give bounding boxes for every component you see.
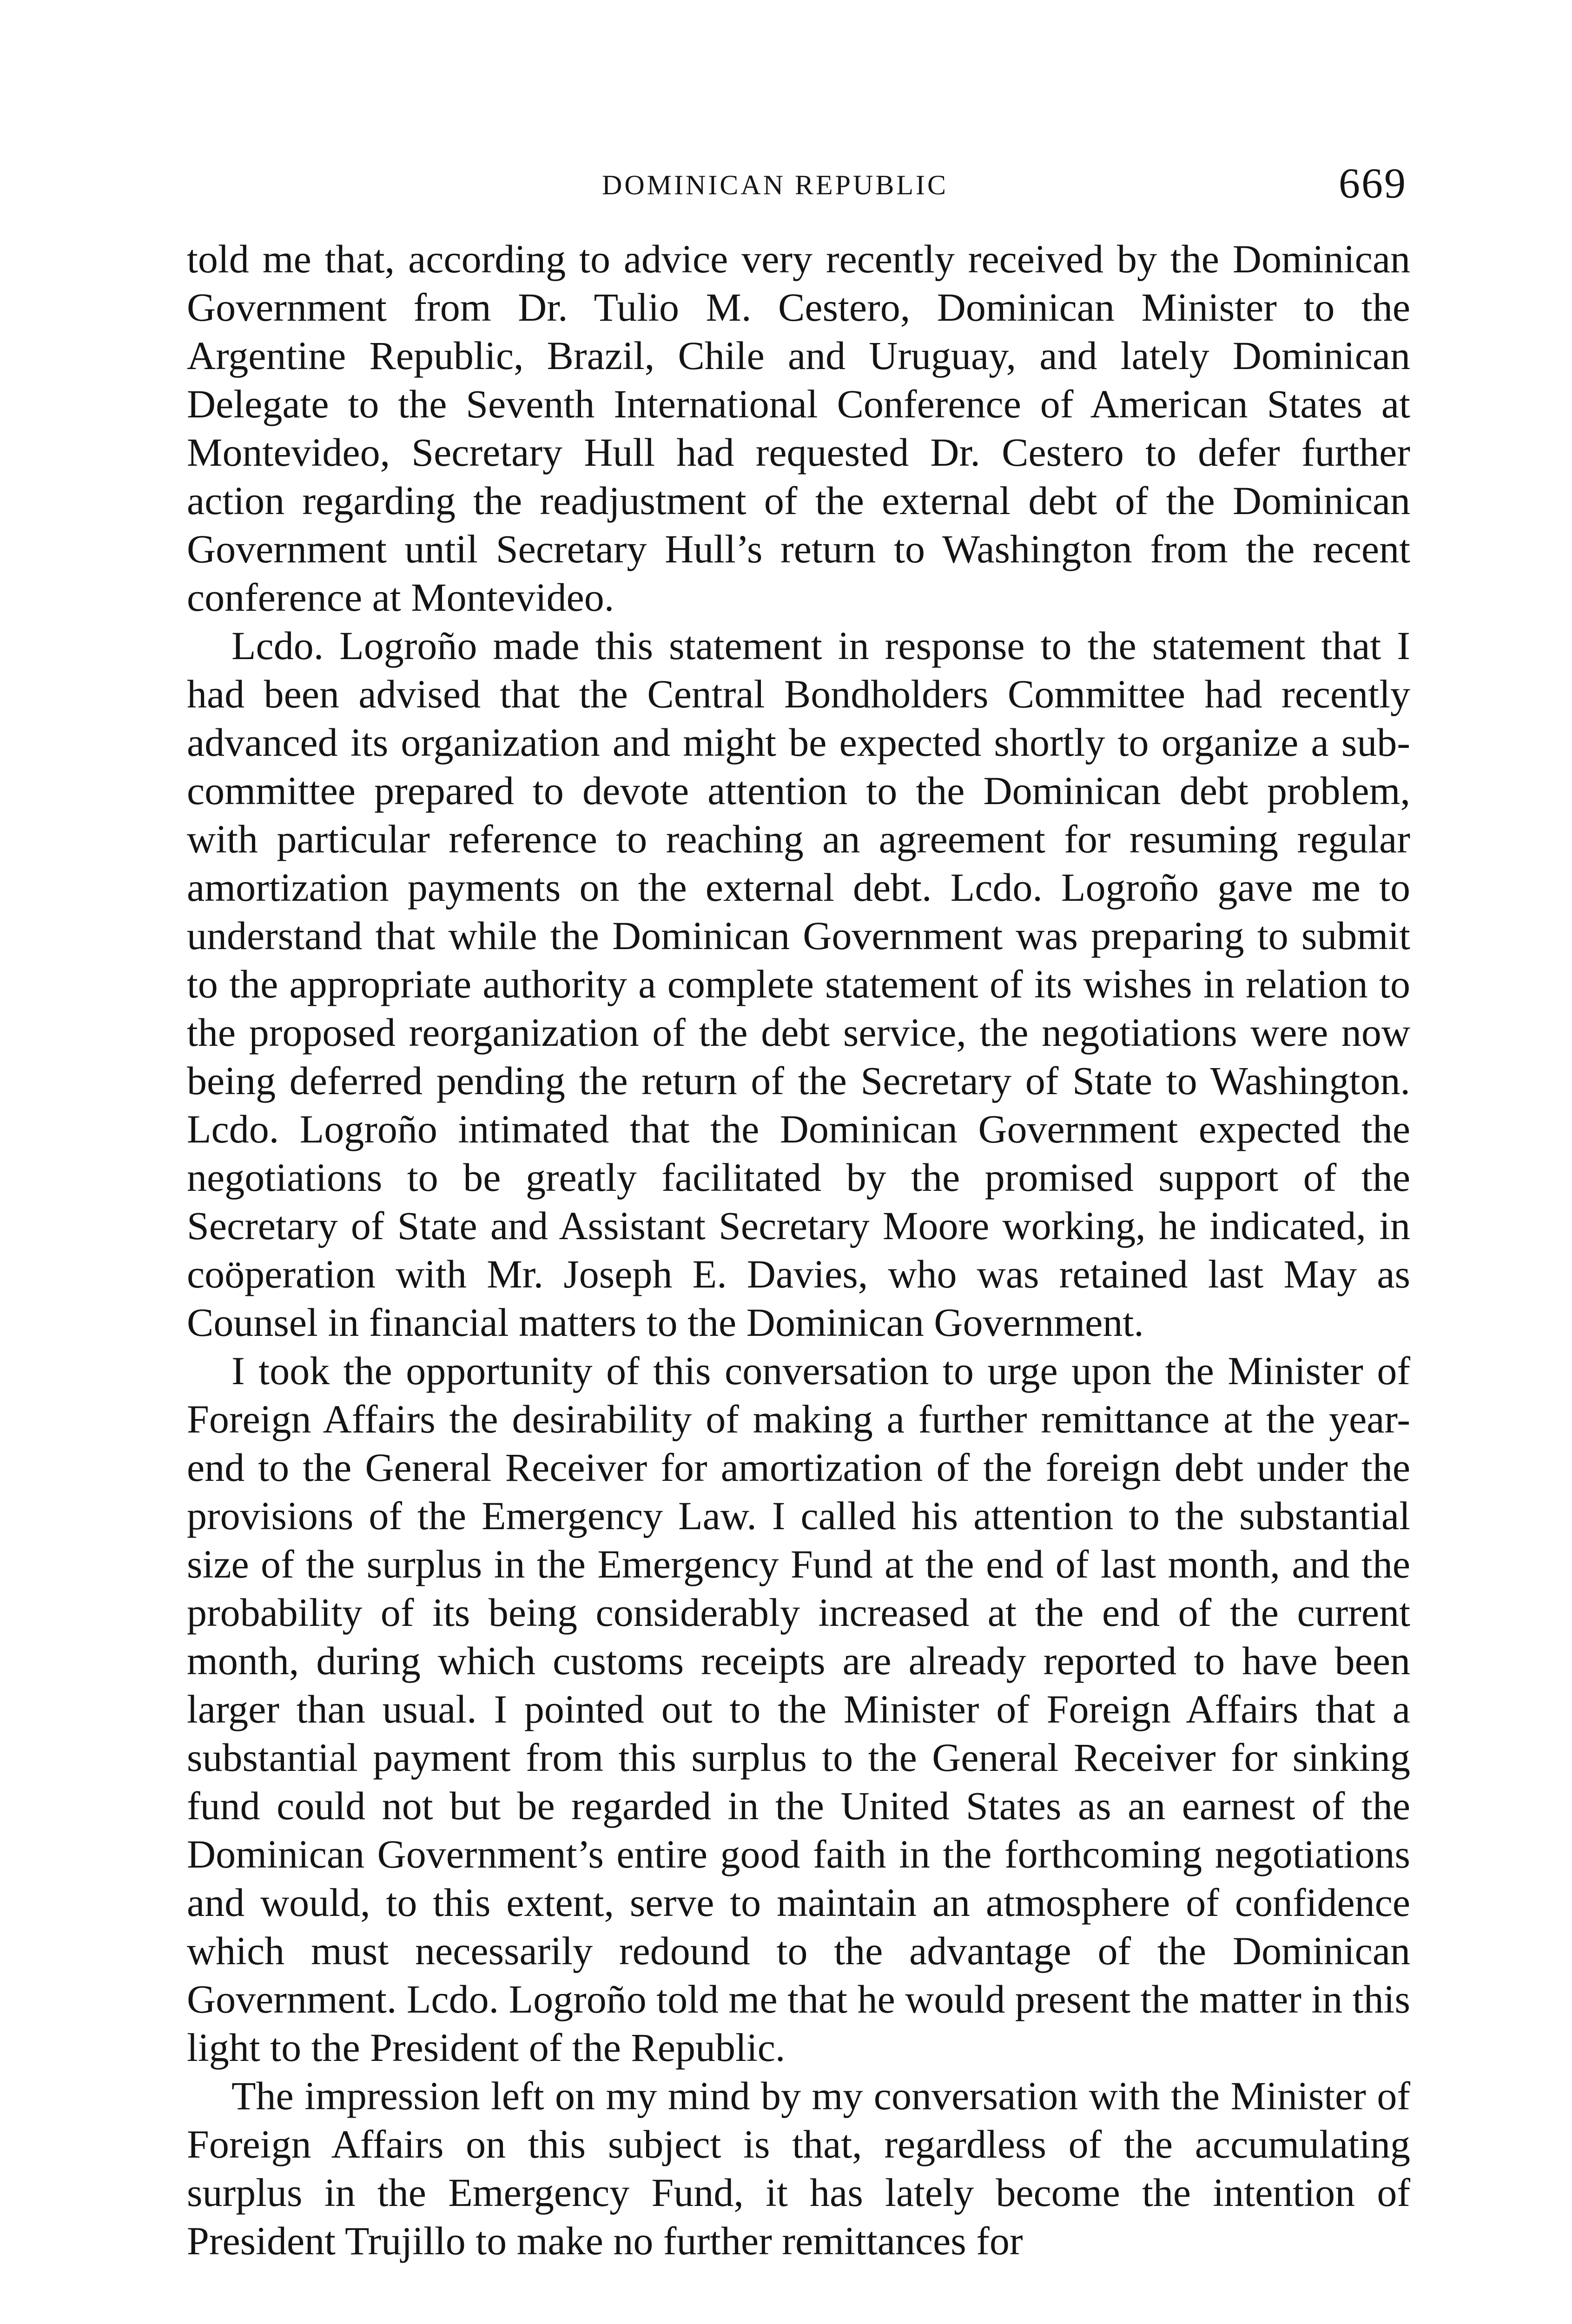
page-number: 669 [1339, 159, 1407, 207]
body-text [187, 235, 1410, 2265]
running-head [0, 159, 1572, 207]
paragraph-remittance-urging: I took the opportunity of this conversation to urge upon the Minister of Foreign Affairs the desirability of making a further remittance at the year-end to the General Receiver for amortization of the foreign debt under the provisions of the Emergency Law. I called his attention to the substantial size of the surplus in the Emergency Fund at the end of last month, and the probability of its being considerably increased at the end of the current month, during which customs receipts are already reported to have been larger than usual. I pointed out to the Minister of Foreign Affairs that a substantial payment from this surplus to the General Receiver for sinking fund could not but be regarded in the United States as an earnest of the Dominican Government’s entire good faith in the forthcoming negotiations and would, to this extent, serve to maintain an atmosphere of confidence which must necessarily redound to the advantage of the Dominican Government. Lcdo. Logroño told me that he would present the matter in this light to the President of the Republic. [187, 1348, 1410, 2070]
paragraph-continued: told me that, according to advice very recently received by the Dominican Government from Dr. Tulio M. Cestero, Dominican Minister to the Argentine Republic, Brazil, Chile and Uruguay, and lately Dominican Delegate to the Seventh International Conference of American States at Montevideo, Secretary Hull had requested Dr. Cestero to defer further action regarding the readjustment of the external debt of the Dominican Government until Secretary Hull’s return to Washington from the recent conference at Montevideo. [187, 237, 1410, 620]
paragraph-logrono-statement: Lcdo. Logroño made this statement in response to the statement that I had been advised that the Central Bondholders Committee had recently advanced its organization and might be expected shortly to organize a sub-committee prepared to devote attention to the Dominican debt problem, with particular reference to reaching an agreement for resuming regular amortization payments on the external debt. Lcdo. Logroño gave me to understand that while the Dominican Government was preparing to submit to the appropriate authority a complete statement of its wishes in relation to the proposed reorganization of the debt service, the negotiations were now being deferred pending the return of the Secretary of State to Washington. Lcdo. Logroño intimated that the Dominican Government expected the negotiations to be greatly facilitated by the promised support of the Secretary of State and Assistant Secretary Moore working, he indicated, in coöperation with Mr. Joseph E. Davies, who was retained last May as Counsel in financial matters to the Dominican Government. [187, 623, 1410, 1345]
paragraph-impression: The impression left on my mind by my conversation with the Minister of Foreign Affairs on this subject is that, regardless of the accumulating surplus in the Emergency Fund, it has lately become the intention of President Trujillo to make no further remittances for [187, 2073, 1410, 2263]
running-title: DOMINICAN REPUBLIC [602, 170, 949, 200]
